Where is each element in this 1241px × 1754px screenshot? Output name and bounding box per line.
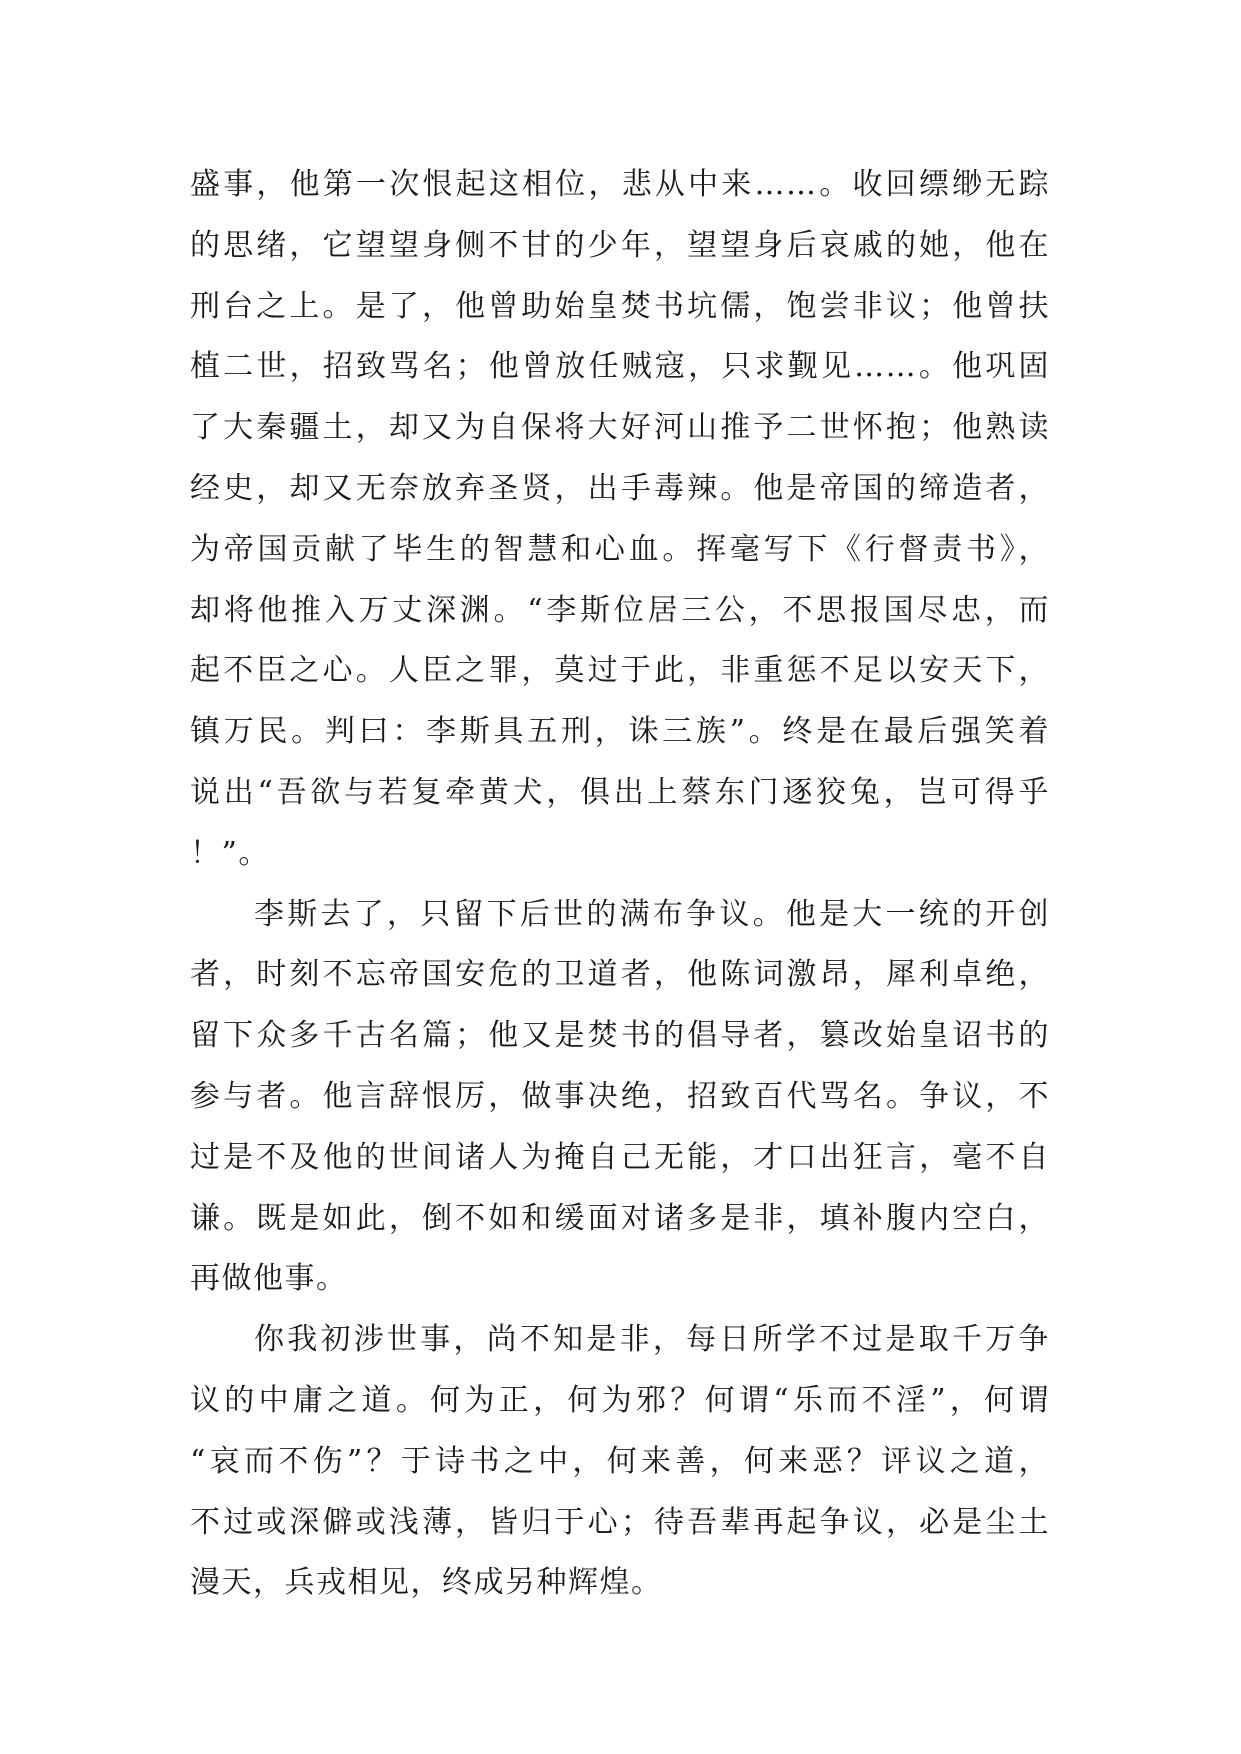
text-line: 留下众多千古名篇；他又是焚书的倡导者，篡改始皇诏书的 [190, 1018, 1050, 1054]
text-line: “哀而不伤”？于诗书之中，何来善，何来恶？评议之道， [190, 1443, 1050, 1479]
paragraph [190, 155, 1050, 885]
text-line: 谦。既是如此，倒不如和缓面对诸多是非，填补腹内空白， [190, 1200, 1050, 1236]
paragraph [190, 885, 1050, 1311]
text-line: 说出“吾欲与若复牵黄犬，俱出上蔡东门逐狡兔，岂可得乎 [190, 774, 1050, 810]
text-line: 了大秦疆土，却又为自保将大好河山推予二世怀抱；他熟读 [190, 410, 1050, 446]
text-line: 议的中庸之道。何为正，何为邪？何谓“乐而不淫”，何谓 [190, 1382, 1050, 1418]
text-line: 的思绪，它望望身侧不甘的少年，望望身后哀戚的她，他在 [190, 227, 1050, 263]
text-line: 盛事，他第一次恨起这相位，悲从中来……。收回缥缈无踪 [190, 167, 1050, 202]
text-line: 刑台之上。是了，他曾助始皇焚书坑儒，饱尝非议；他曾扶 [190, 288, 1050, 324]
text-line: 者，时刻不忘帝国安危的卫道者，他陈词激昂，犀利卓绝， [190, 957, 1050, 993]
text-line: 你我初涉世事，尚不知是非，每日所学不过是取千万争 [254, 1322, 1050, 1358]
text-line: 再做他事。 [190, 1261, 348, 1297]
text-line: 过是不及他的世间诸人为掩自己无能，才口出狂言，毫不自 [190, 1139, 1050, 1175]
text-line: 植二世，招致骂名；他曾放任贼寇，只求觐见……。他巩固 [190, 349, 1050, 385]
text-line: 经史，却又无奈放弃圣贤，出手毒辣。他是帝国的缔造者， [190, 470, 1050, 506]
paragraph [190, 1310, 1050, 1614]
text-line: 不过或深僻或浅薄，皆归于心；待吾辈再起争议，必是尘土 [190, 1504, 1050, 1540]
text-line: 为帝国贡献了毕生的智慧和心血。挥毫写下《行督责书》， [190, 531, 1050, 567]
text-line: 镇万民。判曰：李斯具五刑，诛三族”。终是在最后强笑着 [190, 714, 1050, 750]
text-line: 漫天，兵戎相见，终成另种辉煌。 [190, 1565, 663, 1601]
text-line: ！”。 [190, 835, 270, 871]
essay-body [190, 155, 1050, 1614]
text-line: 却将他推入万丈深渊。“李斯位居三公，不思报国尽忠，而 [190, 592, 1050, 628]
text-line: 李斯去了，只留下后世的满布争议。他是大一统的开创 [254, 896, 1050, 932]
text-line: 起不臣之心。人臣之罪，莫过于此，非重惩不足以安天下， [190, 653, 1050, 689]
text-line: 参与者。他言辞恨厉，做事决绝，招致百代骂名。争议，不 [190, 1078, 1050, 1114]
